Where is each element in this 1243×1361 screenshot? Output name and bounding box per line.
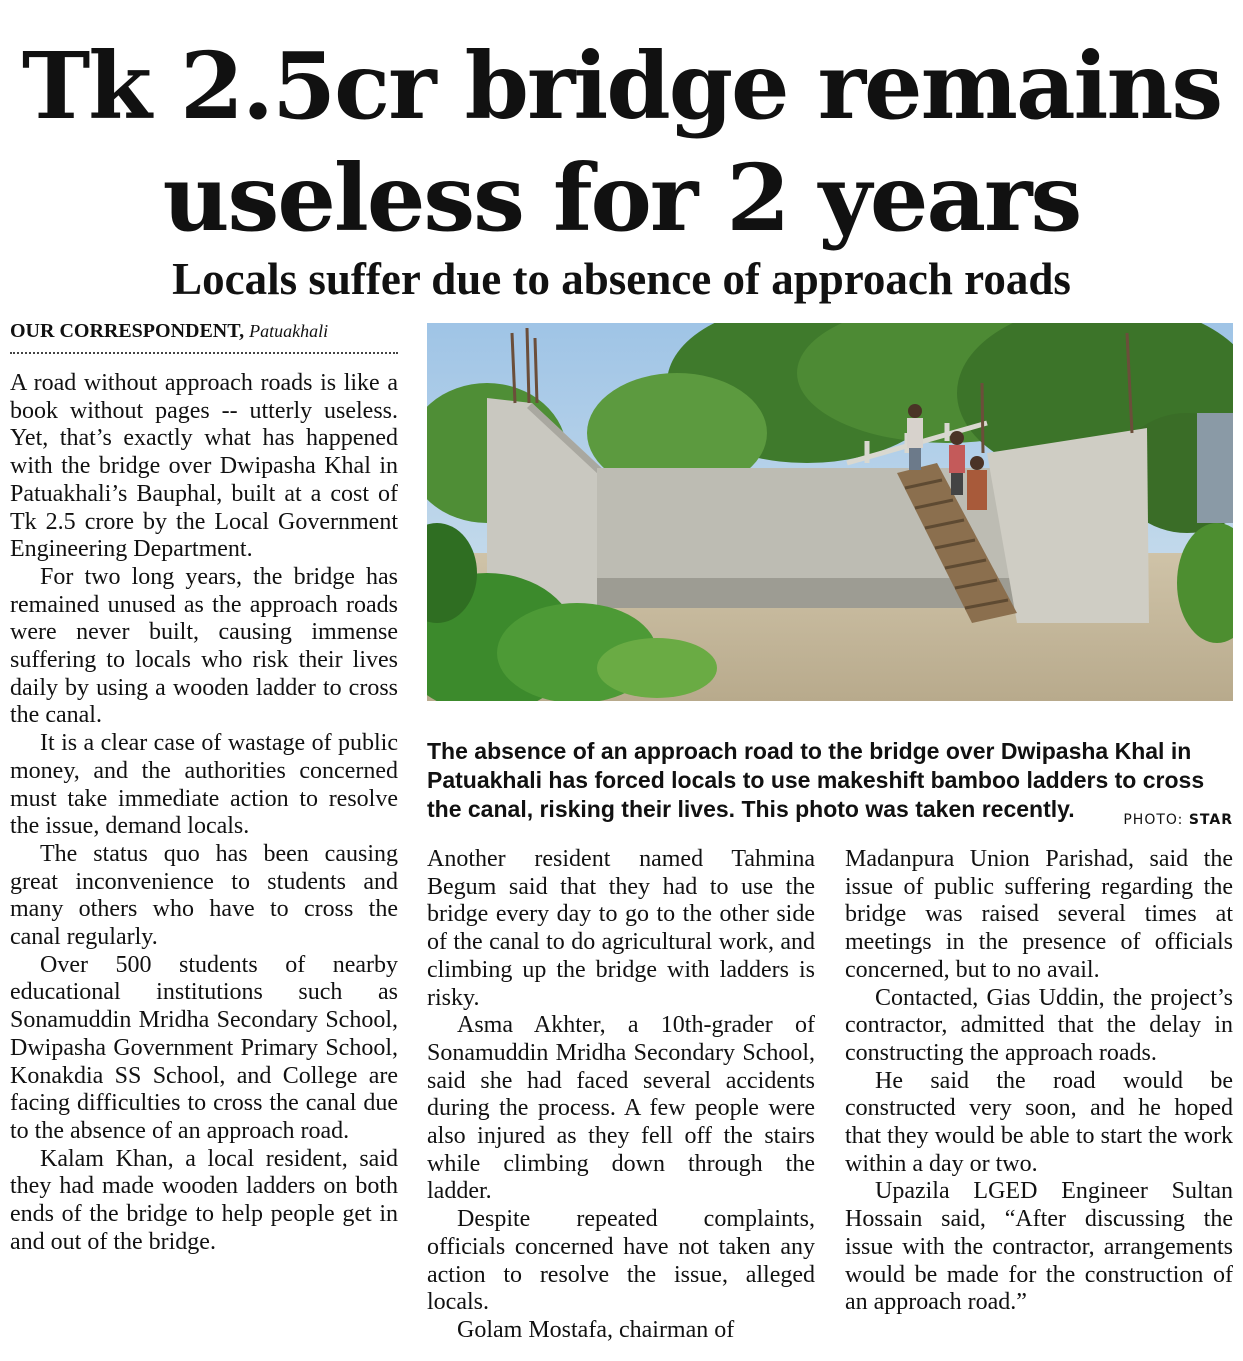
paragraph: He said the road would be constructed very soon, and he hoped that they would be able to start the work within a day or two.: [845, 1067, 1233, 1177]
paragraph: A road without approach roads is like a book without pages -- utterly useless. Yet, that’s exactly what has happened with the bridge over Dwipasha Khal in Patuakhali’s Bauphal, built at a cost of Tk 2.5 crore by the Local Government Engineering Department.: [10, 370, 398, 563]
paragraph: Over 500 students of nearby educational institutions such as Sonamuddin Mridha Secondary School, Dwipasha Government Primary School, Konakdia SS School, and College are facing difficulties to cross the canal due to the absence of an approach road.: [10, 951, 398, 1144]
paragraph: Another resident named Tahmina Begum said that they had to use the bridge every day to go to the other side of the canal to do agricultural work, and climbing up the bridge with ladders is risky.: [427, 846, 815, 1011]
paragraph: Golam Mostafa, chairman of: [457, 1316, 735, 1343]
subheadline: Locals suffer due to absence of approach roads: [172, 254, 1071, 304]
bridge-illustration: [427, 323, 1233, 701]
photo-credit-label: PHOTO:: [1123, 812, 1184, 828]
paragraph: It is a clear case of wastage of public money, and the authorities concerned must take immediate action to resolve the issue, demand locals.: [10, 730, 398, 840]
headline-line-2: useless for 2 years: [162, 144, 1081, 252]
bridge-photo: [427, 323, 1233, 701]
headline: [0, 30, 1243, 254]
paragraph: For two long years, the bridge has remained unused as the approach roads were never built, causing immense suffering to locals who risk their lives daily by using a wooden ladder to cross the canal.: [10, 563, 398, 729]
byline-place: Patuakhali: [249, 321, 329, 341]
byline: [10, 318, 398, 354]
article-column-3: [845, 846, 1233, 1317]
paragraph: The status quo has been causing great inconvenience to students and many others who have to cross the canal regularly.: [10, 840, 398, 951]
paragraph: Despite repeated complaints, officials concerned have not taken any action to resolve the issue, alleged locals.: [427, 1206, 815, 1316]
paragraph: Madanpura Union Parishad, said the issue of public suffering regarding the bridge was raised several times at meetings in the presence of officials concerned, but to no avail.: [845, 846, 1233, 983]
shed: [1197, 413, 1233, 523]
paragraph: Contacted, Gias Uddin, the project’s contractor, admitted that the delay in constructing the approach roads.: [845, 984, 1233, 1066]
article-column-1: [10, 370, 398, 1257]
photo-credit: [1123, 812, 1233, 828]
photo-credit-source: STAR: [1188, 812, 1233, 828]
photo-caption: The absence of an approach road to the bridge over Dwipasha Khal in Patuakhali has forced locals to use makeshift bamboo ladders to cross the canal, risking their lives. This photo was taken recently.: [427, 738, 1205, 822]
article-column-2: [427, 846, 815, 1345]
byline-name: OUR CORRESPONDENT,: [10, 320, 245, 342]
paragraph: Upazila LGED Engineer Sultan Hossain said, “After discussing the issue with the contractor, arrangements would be made for the construction of an approach road.”: [845, 1178, 1233, 1316]
paragraph: Asma Akhter, a 10th-grader of Sonamuddin Mridha Secondary School, said she had faced several accidents during the process. A few people were also injured as they fell off the stairs while climbing down through the ladder.: [427, 1012, 815, 1205]
paragraph: Kalam Khan, a local resident, said they had made wooden ladders on both ends of the bridge to help people get in and out of the bridge.: [10, 1145, 398, 1255]
headline-line-1: Tk 2.5cr bridge remains: [21, 32, 1222, 140]
